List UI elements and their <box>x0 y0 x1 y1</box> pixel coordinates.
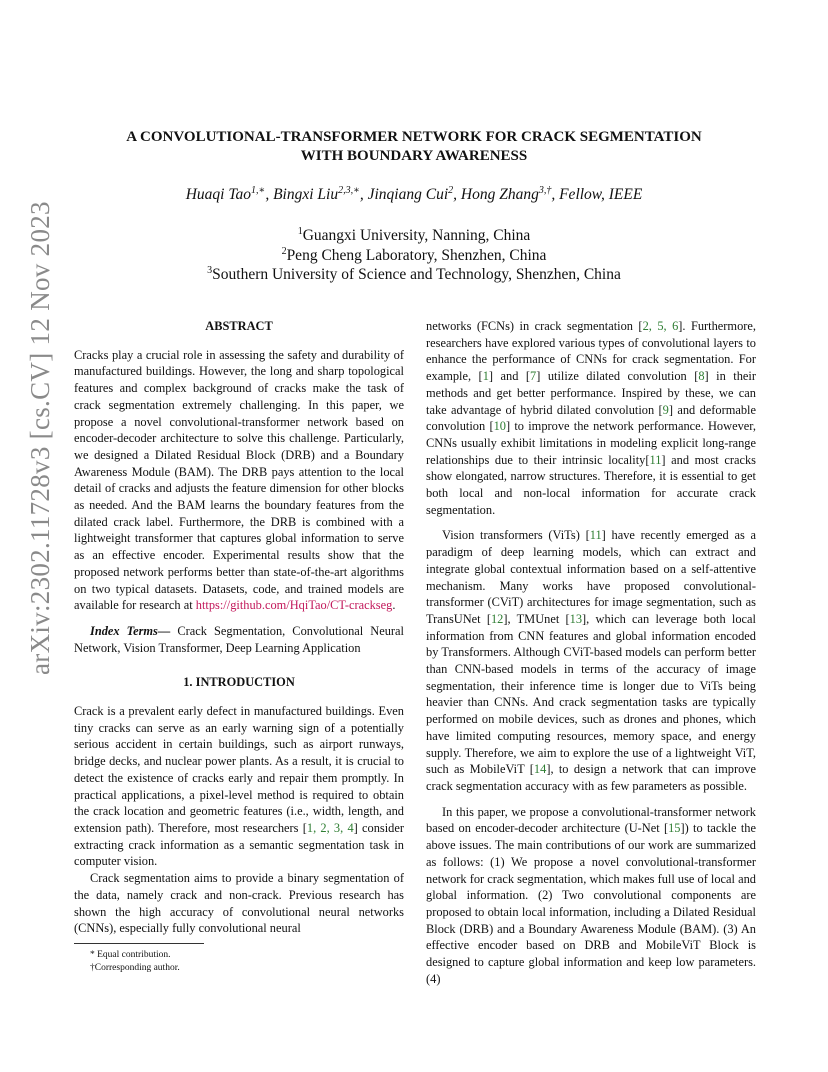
citation-link[interactable]: 1, 2, 3, 4 <box>306 820 354 835</box>
intro-heading: 1. INTRODUCTION <box>183 675 295 690</box>
index-terms-label: Index Terms— <box>90 623 171 638</box>
right-paragraph-2: Vision transformers (ViTs) [11] have recently emerged as a paradigm of deep learning models, which can extract and integrate global contextual information based on a self-attentive mechanism. Many works have proposed convolutional-transformer (CViT) architectures for image segmentation, such as TransUNet [12], TMUnet [13], which can leverage both local information from CNN features and global information encoded by Transformers. Although CViT-based models can perform better than CNN-based models in terms of the accuracy of image segmentation, their inference time is longer due to ViTs being heavier than CNNs. And crack segmentation tasks are typically performed on mobile devices, such as drones and phones, which have limited computing resources, memory space, and energy supply. Therefore, we aim to explore the use of a lightweight ViT, such as MobileViT [14], to design a network that can improve crack segmentation accuracy with as few parameters as possible. <box>426 528 757 793</box>
citation-link[interactable]: 11 <box>589 528 602 543</box>
author-name: Hong Zhang <box>460 186 539 203</box>
title-line-2: WITH BOUNDARY AWARENESS <box>300 148 528 164</box>
affiliation: $^1$Guangxi University, Nanning, China <box>297 225 531 244</box>
paper-title <box>80 128 748 166</box>
citation-link[interactable]: 13 <box>569 611 583 626</box>
author-suffix: Fellow, IEEE <box>559 186 643 203</box>
author-list: Huaqi Tao$^{1,∗}$, Bingxi Liu$^{2,3,∗}$, Jinqiang Cui$^2$, Hong Zhang$^{3,\dagger}$, Fellow, IEEE <box>185 184 643 203</box>
index-terms: Index Terms— Crack Segmentation, Convolutional Neural Network, Vision Transformer, Deep Learning Application <box>74 623 404 655</box>
affiliations <box>80 226 748 285</box>
author-sup: 2 <box>448 184 454 196</box>
author-name: Jinqiang Cui <box>367 186 449 203</box>
citation-link[interactable]: 2, 5, 6 <box>642 319 679 333</box>
arxiv-identifier: arXiv:2302.11728v3 [cs.CV] 12 Nov 2023 <box>25 201 55 675</box>
footnote: †Corresponding author. <box>90 962 180 973</box>
author-name: Huaqi Tao <box>185 186 252 203</box>
citation-link[interactable]: 11 <box>649 452 662 467</box>
right-column <box>426 318 756 987</box>
abstract-heading: ABSTRACT <box>205 319 273 333</box>
footnote: * Equal contribution. <box>90 949 171 960</box>
citation-link[interactable]: 7 <box>530 369 537 384</box>
intro-paragraph-2: Crack segmentation aims to provide a binary segmentation of the data, namely crack and non-crack. Previous research has shown the high accuracy of convolutional neural networks (CNNs), especially fully convolutional neural <box>74 871 404 936</box>
footnote-rule <box>74 943 204 944</box>
citation-link[interactable]: 10 <box>493 419 506 434</box>
citation-link[interactable]: 12 <box>490 611 504 626</box>
affiliation: $^3$Southern University of Science and Technology, Shenzhen, China <box>207 264 621 283</box>
intro-paragraph-1: Crack is a prevalent early defect in manufactured buildings. Even tiny cracks can serve as an early warning sign of a potentially serious accident in certain buildings, such as airport runways, bridge decks, and nuclear power plants. As a result, it is crucial to detect the existence of cracks early and repair them promptly. In practical applications, a pixel-level method is required to obtain the crack location and geometric features (i.e., width, length, and extension path). Therefore, most researchers [1, 2, 3, 4] consider extracting crack information as a semantic segmentation task in computer vision. <box>74 704 404 869</box>
citation-link[interactable]: 9 <box>662 402 669 417</box>
title-line-1: A CONVOLUTIONAL-TRANSFORMER NETWORK FOR CRACK SEGMENTATION <box>126 129 702 145</box>
citation-link[interactable]: 8 <box>698 369 705 384</box>
left-column <box>74 318 404 975</box>
right-paragraph-3: In this paper, we propose a convolutional-transformer network based on encoder-decoder architecture (U-Net [15]) to tackle the above issues. The main contributions of our work are summarized as follows: (1) We propose a novel convolutional-transformer network for crack segmentation, which makes full use of local and global information. (2) Two convolutional components are proposed to obtain local information, including a Dilated Residual Block (DRB) and a Boundary Awareness Module (BAM). (3) An effective encoder based on DRB and MobileViT Block is designed to capture global information and keep low parameters. (4) <box>426 804 756 986</box>
code-link[interactable]: https://github.com/HqiTao/CT-crackseg <box>195 598 393 613</box>
author-name: Bingxi Liu <box>273 186 339 203</box>
affiliation: $^2$Peng Cheng Laboratory, Shenzhen, China <box>281 245 547 264</box>
citation-link[interactable]: 14 <box>533 762 547 777</box>
abstract-text: Cracks play a crucial role in assessing the safety and durability of manufactured buildings. However, the long and sharp topological features and complex background of cracks make the task of crack segmentation extremely challenging. In this paper, we propose a novel convolutional-transformer network based on encoder-decoder architecture to solve this challenge. Particularly, we designed a Dilated Residual Block (DRB) and a Boundary Awareness Module (BAM). The DRB pays attention to the local detail of cracks and adjusts the feature dimension for other blocks as needed. And the BAM learns the boundary features from the dilated crack label. Furthermore, the DRB is combined with a lightweight transformer that captures global information to serve as an effective encoder. Experimental results show that the proposed network performs better than state-of-the-art algorithms on two typical datasets. Datasets, code, and trained models are available for research at https://github.com/HqiTao/CT-crackseg. <box>74 347 404 613</box>
right-paragraph-1: networks (FCNs) in crack segmentation [2, 5, 6]. Furthermore, researchers have explored various types of convolutional layers to enhance the performance of CNNs for crack segmentation. For example, [1] and [7] utilize dilated convolution [8] in their methods and get better performance. Inspired by these, we can take advantage of hybrid dilated convolution [9] and deformable convolution [10] to improve the network performance. However, CNNs usually exhibit limitations in modeling explicit long-range relationships due to their intrinsic locality[11] and most cracks show elongated, narrow structures. Therefore, it is essential to get both local and non-local information for accurate crack segmentation. <box>426 319 757 517</box>
citation-link[interactable]: 15 <box>668 821 681 836</box>
author-sup: 1,∗ <box>251 184 266 196</box>
author-sup: 2,3,∗ <box>338 184 360 196</box>
author-sup: 3,† <box>538 184 552 196</box>
citation-link[interactable]: 1 <box>482 369 489 384</box>
